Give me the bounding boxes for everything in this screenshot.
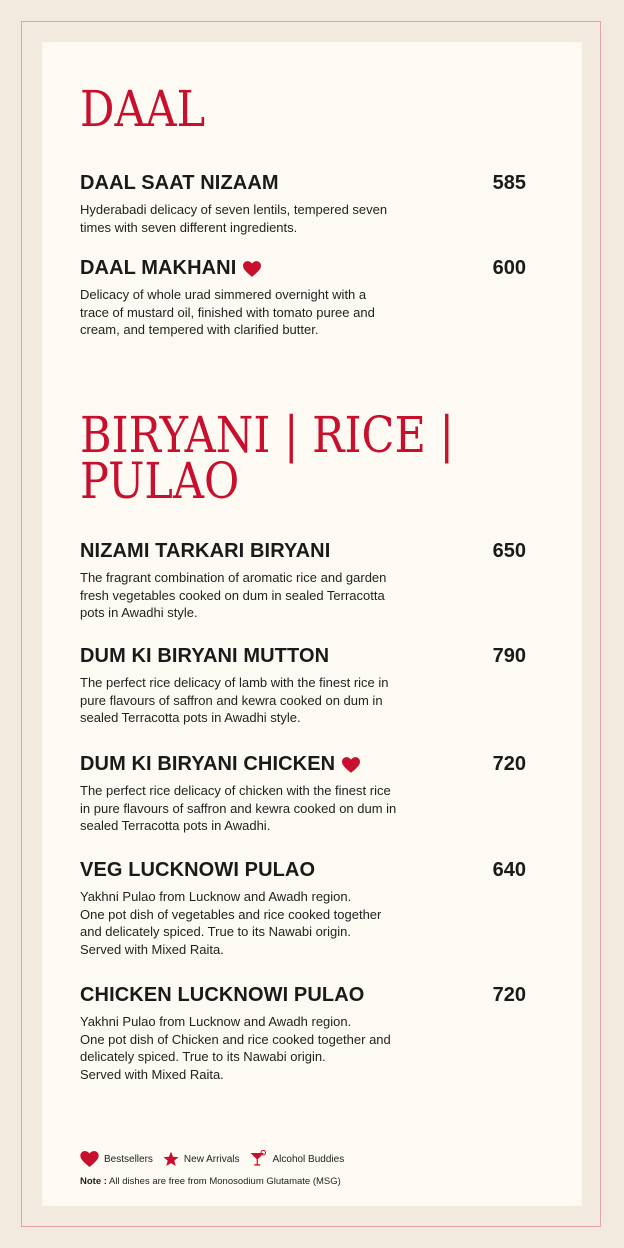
note-label: Note : (80, 1176, 107, 1187)
dish-name: NIZAMI TARKARI BIRYANI (80, 540, 331, 562)
menu-item (80, 257, 526, 339)
menu-item (80, 172, 526, 236)
legend-alcohol-buddies (249, 1150, 344, 1168)
dish-name: CHICKEN LUCKNOWI PULAO (80, 984, 365, 1006)
dish-description: Yakhni Pulao from Lucknow and Awadh region. One pot dish of Chicken and rice cooked together and delicately spiced. True to its Nawabi origin. Served with Mixed Raita. (80, 1014, 391, 1082)
star-icon (163, 1151, 179, 1167)
msg-note (80, 1176, 341, 1187)
dish-description: The fragrant combination of aromatic rice and garden fresh vegetables cooked on dum in sealed Terracotta pots in Awadhi style. (80, 570, 387, 620)
dish-price: 640 (492, 859, 526, 881)
note-text: All dishes are free from Monosodium Glutamate (MSG) (106, 1176, 341, 1187)
dish-price: 600 (492, 257, 526, 279)
menu-item (80, 645, 526, 727)
dish-price: 790 (492, 645, 526, 667)
dish-name: DAAL SAAT NIZAAM (80, 172, 279, 194)
legend-label: Bestsellers (104, 1153, 153, 1165)
menu-item (80, 540, 526, 622)
legend-new-arrivals (163, 1151, 240, 1167)
dish-description: Hyderabadi delicacy of seven lentils, tempered seven times with seven different ingredients. (80, 202, 388, 235)
legend (80, 1150, 354, 1168)
dish-price: 585 (492, 172, 526, 194)
section-title-biryani-rice-pulao: BIRYANI | RICE | PULAO (80, 406, 454, 510)
dish-description: Yakhni Pulao from Lucknow and Awadh region. One pot dish of vegetables and rice cooked together and delicately spiced. True to its Nawabi origin. Served with Mixed Raita. (80, 889, 382, 957)
menu-item (80, 859, 526, 958)
heart-icon (243, 261, 261, 277)
dish-description: The perfect rice delicacy of chicken with the finest rice in pure flavours of saffron and kewra cooked on dum in sealed Terracotta pots in Awadhi. (80, 783, 397, 833)
dish-description: Delicacy of whole urad simmered overnight with a trace of mustard oil, finished with tomato puree and cream, and tempered with clarified butter. (80, 287, 375, 337)
section-title-daal: DAAL (80, 80, 206, 138)
dish-price: 720 (492, 984, 526, 1006)
dish-description: The perfect rice delicacy of lamb with the finest rice in pure flavours of saffron and kewra cooked on dum in sealed Terracotta pots in Awadhi style. (80, 675, 389, 725)
dish-price: 650 (492, 540, 526, 562)
dish-name: DAAL MAKHANI (80, 257, 261, 280)
legend-bestsellers (80, 1151, 153, 1167)
menu-item (80, 753, 526, 835)
legend-label: New Arrivals (183, 1153, 240, 1165)
dish-price: 720 (492, 753, 526, 775)
dish-name: VEG LUCKNOWI PULAO (80, 859, 316, 881)
heart-icon (80, 1151, 99, 1167)
dish-name: DUM KI BIRYANI CHICKEN (80, 753, 360, 776)
legend-label: Alcohol Buddies (272, 1153, 345, 1165)
cocktail-glass-icon (249, 1150, 267, 1168)
dish-name: DUM KI BIRYANI MUTTON (80, 645, 330, 667)
heart-icon (342, 757, 360, 773)
menu-item (80, 984, 526, 1083)
